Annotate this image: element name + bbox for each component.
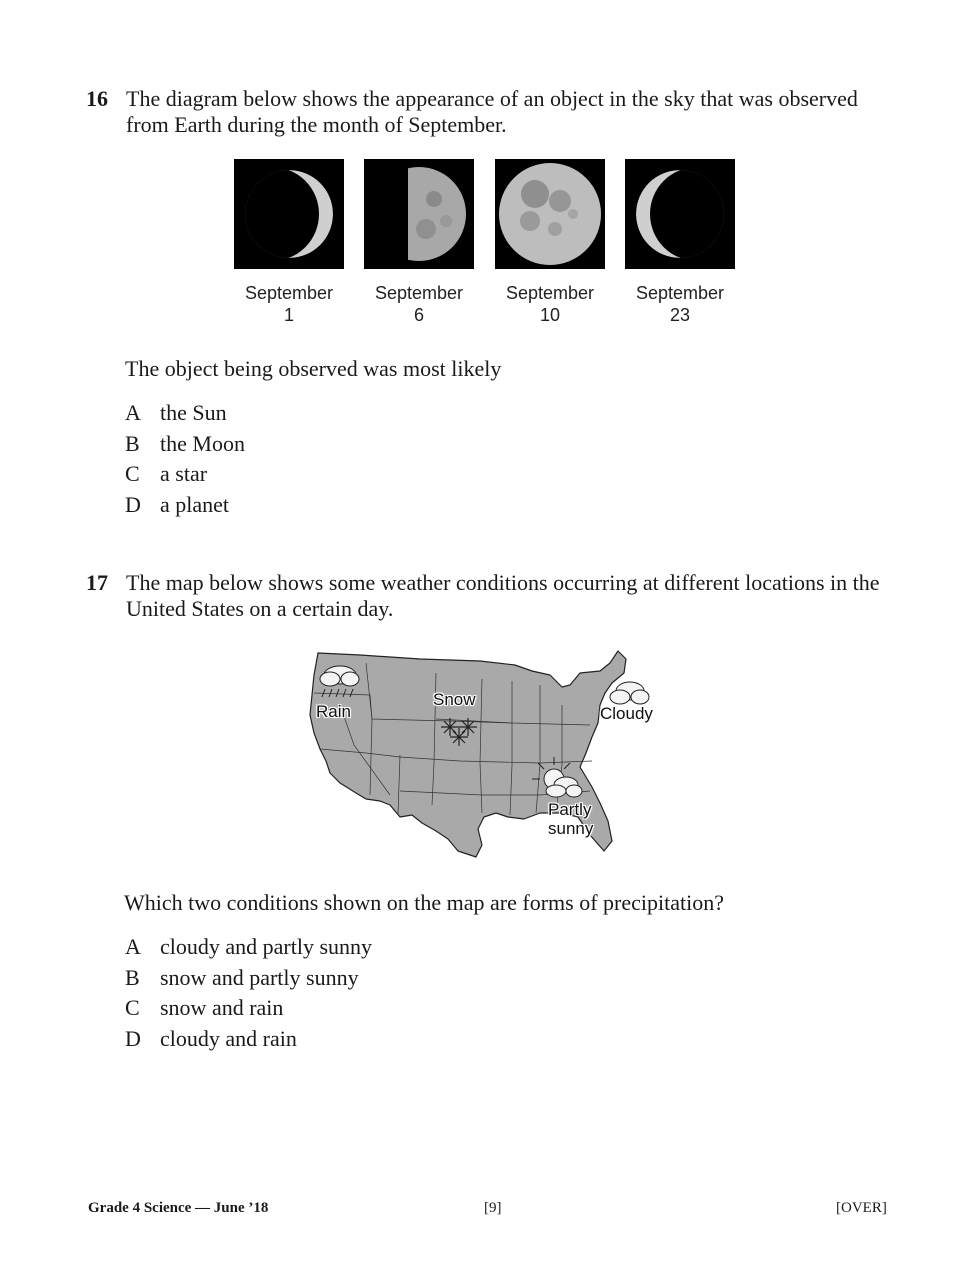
question-16: 16 The diagram below shows the appearance of an object in the sky that was observed from Earth during the month of September. September 1 September 6 September 10 September 23 The object being observed was most likely A the Sun B the Moon C a star D a planet xyxy=(86,86,906,526)
caption-sept-1: September 1 xyxy=(244,283,334,325)
moon-image-sept-1 xyxy=(234,159,344,269)
moon-image-sept-10 xyxy=(495,159,605,269)
page-number: [9] xyxy=(484,1200,502,1216)
cloud-icon xyxy=(610,682,649,704)
label-snow: Snow xyxy=(433,690,476,709)
caption-sept-10: September 10 xyxy=(505,283,595,325)
moon-image-sept-6 xyxy=(364,159,474,269)
label-partly: Partly xyxy=(548,800,592,819)
caption-sept-6: September 6 xyxy=(374,283,464,325)
question-17: 17 The map below shows some weather conditions occurring at different locations in the United States on a certain day. Rain Snow Cloudy Partly sunny Which two conditions shown on the map are forms of precipitation? A cloudy and partly sunny B snow and partly sunny C snow and rain D cloudy and rain xyxy=(86,570,906,1060)
label-cloudy: Cloudy xyxy=(600,704,653,723)
label-rain: Rain xyxy=(316,702,351,721)
us-weather-map xyxy=(300,645,680,865)
label-sunny: sunny xyxy=(548,819,594,838)
us-map-shape xyxy=(300,645,680,865)
question-stem: The object being observed was most likely xyxy=(125,356,502,381)
question-text: The map below shows some weather conditions occurring at different locations in the United States on a certain day. xyxy=(126,570,880,621)
question-number: 17 xyxy=(86,570,108,595)
question-number: 16 xyxy=(86,86,108,111)
caption-sept-23: September 23 xyxy=(635,283,725,325)
question-stem: Which two conditions shown on the map are forms of precipitation? xyxy=(124,890,724,915)
footer-over: [OVER] xyxy=(836,1200,887,1216)
footer-title: Grade 4 Science — June ’18 xyxy=(88,1200,269,1216)
moon-image-sept-23 xyxy=(625,159,735,269)
question-text: The diagram below shows the appearance of an object in the sky that was observed from Earth during the month of September. xyxy=(126,86,858,137)
